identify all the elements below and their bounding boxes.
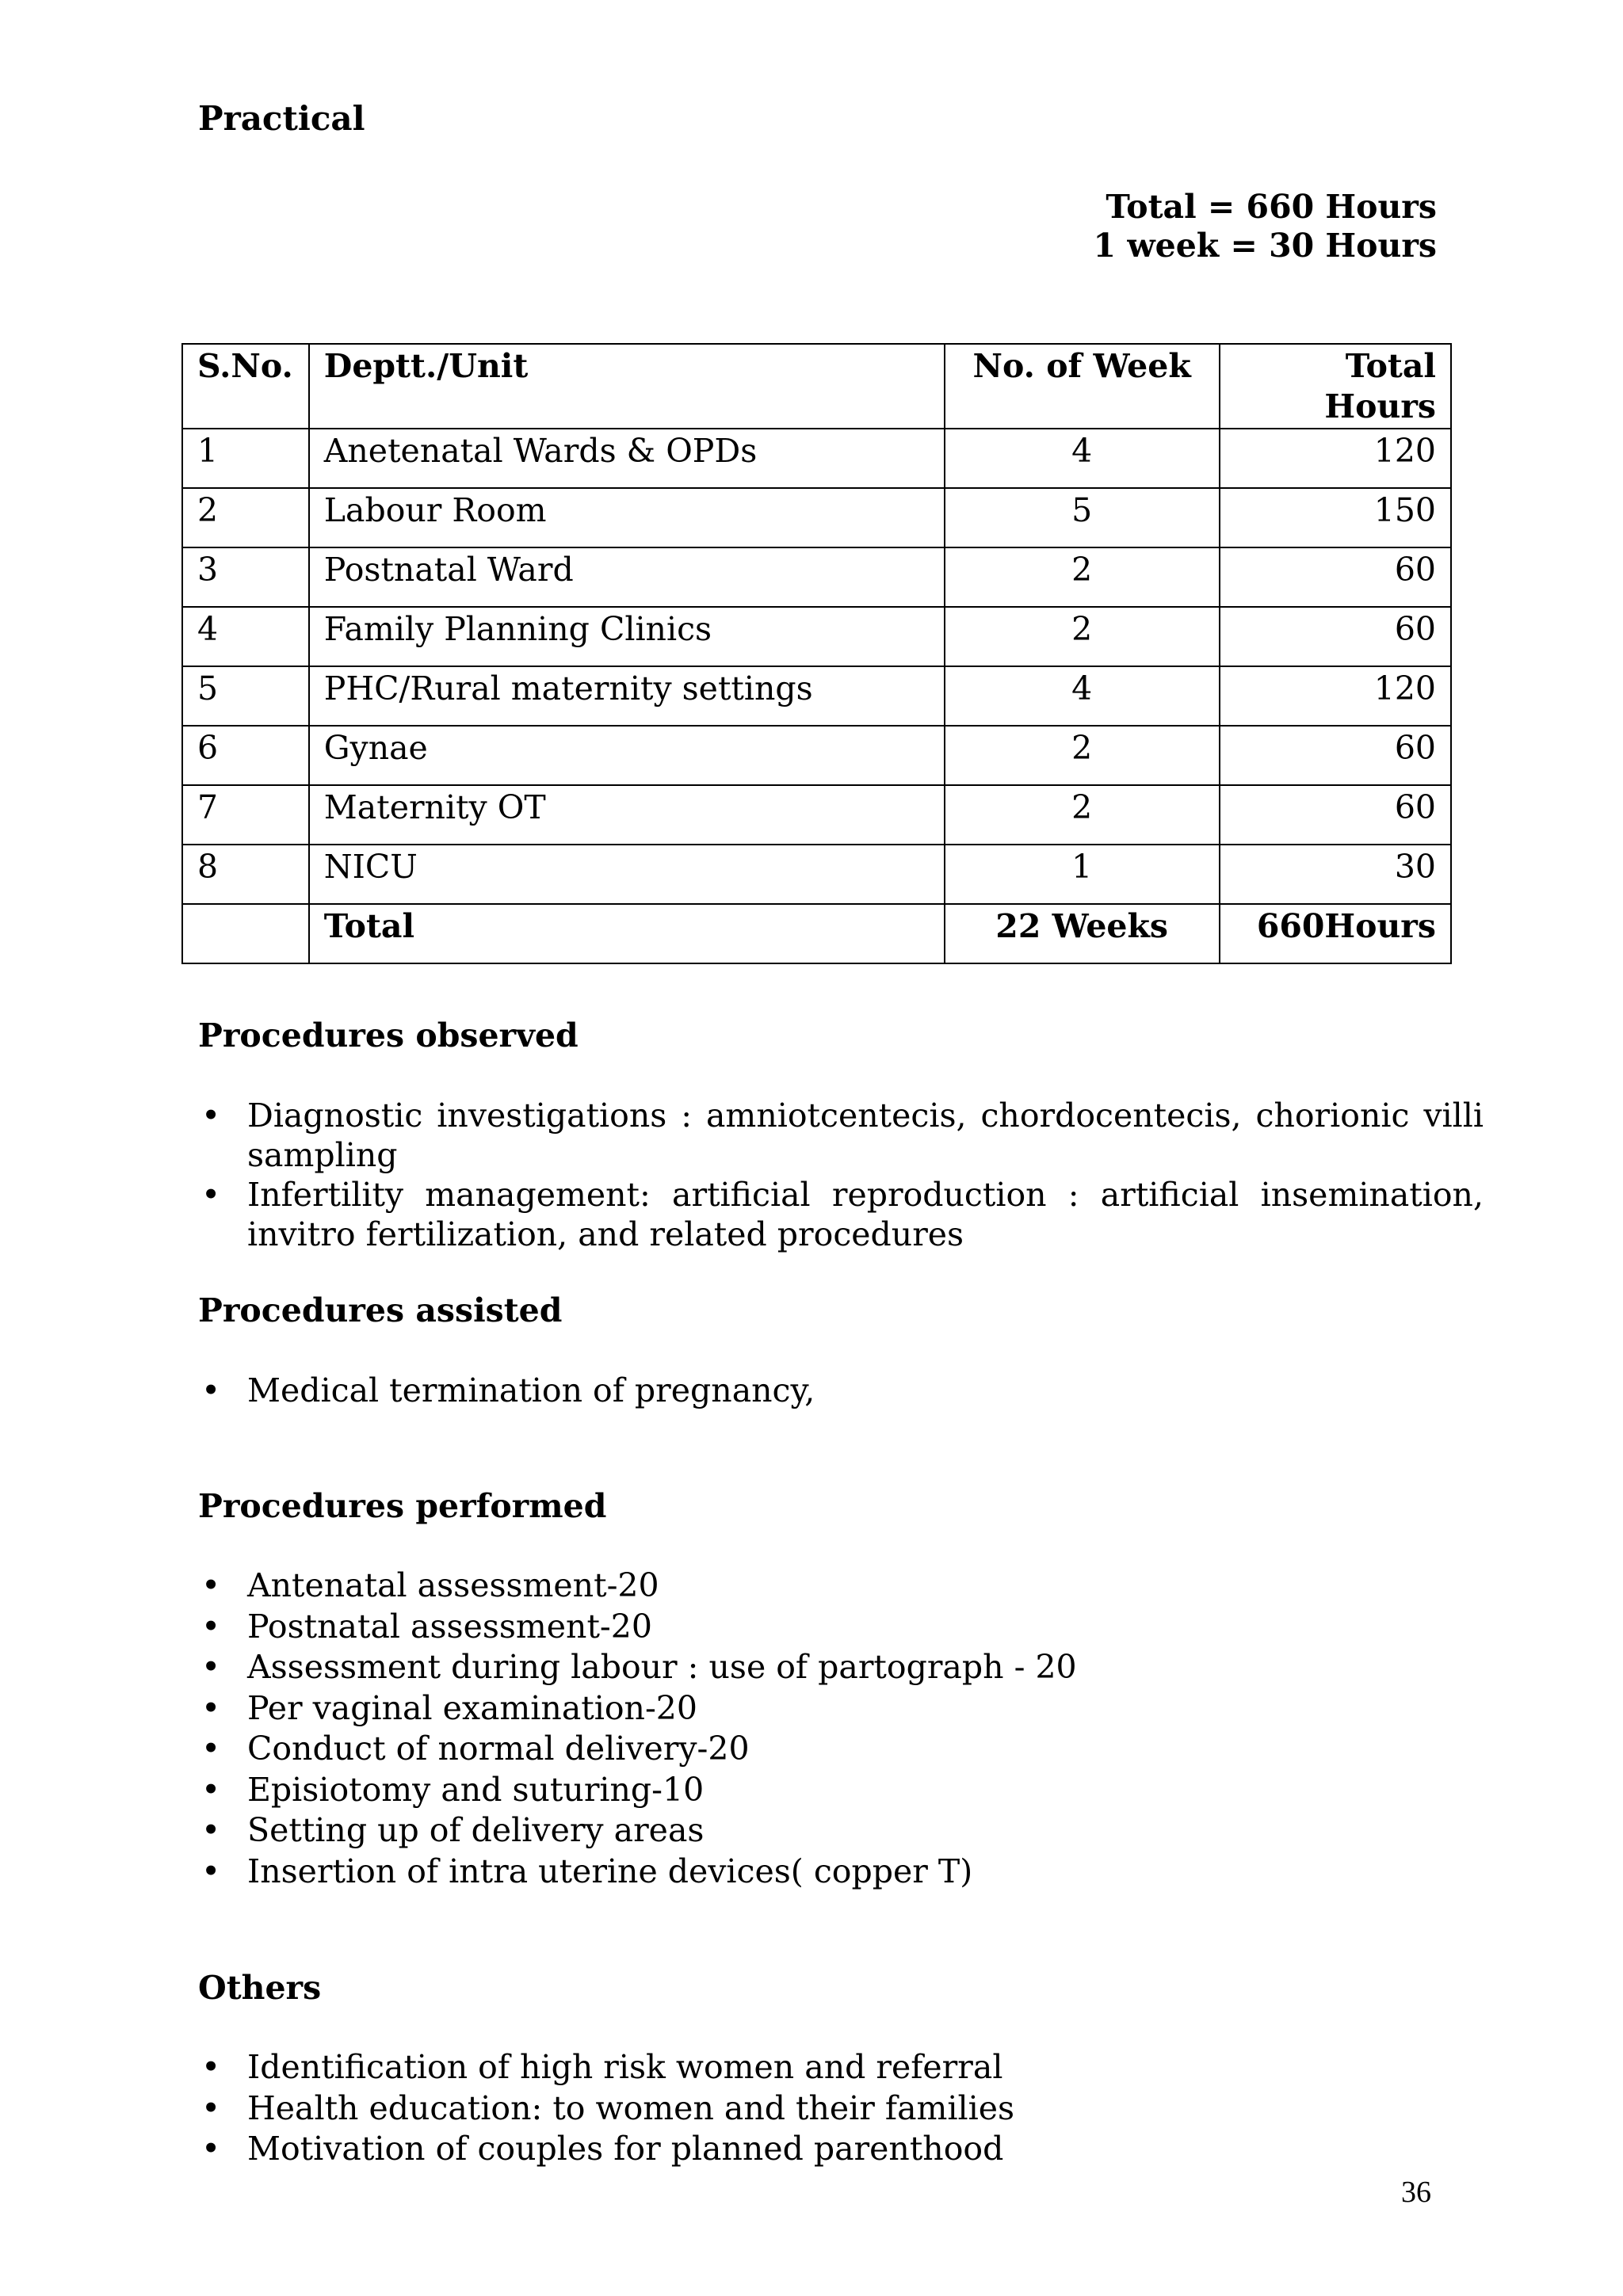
cell-sno: 6 — [182, 726, 309, 785]
bullet-icon: • — [201, 1688, 221, 1727]
table-row — [182, 666, 1451, 726]
cell-hours: 60 — [1220, 547, 1451, 607]
list-item: • Infertility management: artificial reproduction : artificial insemination, invitro fertilization, and related procedures — [201, 1176, 1484, 1253]
page-number: 36 — [1401, 2176, 1431, 2209]
bullet-icon: • — [201, 1176, 221, 1214]
cell-hours: 150 — [1220, 488, 1451, 547]
others-list — [198, 2047, 1484, 2170]
list-item: • Per vaginal examination-20 — [198, 1688, 1484, 1730]
total-weeks: 22 Weeks — [945, 904, 1220, 963]
table-row — [182, 429, 1451, 488]
section-heading-others: Others — [198, 1969, 322, 2007]
bullet-icon: • — [201, 1811, 221, 1849]
total-hours: 660Hours — [1220, 904, 1451, 963]
cell-weeks: 2 — [945, 547, 1220, 607]
cell-sno: 3 — [182, 547, 309, 607]
list-item: • Setting up of delivery areas — [198, 1810, 1484, 1852]
list-item: • Postnatal assessment-20 — [198, 1607, 1484, 1648]
cell-sno: 5 — [182, 666, 309, 726]
cell-sno: 4 — [182, 607, 309, 666]
bullet-icon: • — [201, 2088, 221, 2127]
cell-weeks: 2 — [945, 726, 1220, 785]
cell-sno: 8 — [182, 845, 309, 904]
cell-weeks: 1 — [945, 845, 1220, 904]
table-row — [182, 547, 1451, 607]
cell-unit: Maternity OT — [309, 785, 945, 845]
header-hours: Total Hours — [1220, 344, 1451, 429]
practical-hours-table — [181, 343, 1452, 964]
bullet-icon: • — [201, 1730, 221, 1768]
section-heading-assisted: Procedures assisted — [198, 1291, 563, 1329]
section-heading-performed: Procedures performed — [198, 1487, 607, 1525]
cell-hours: 30 — [1220, 845, 1451, 904]
cell-hours: 60 — [1220, 607, 1451, 666]
list-item: • Assessment during labour : use of partograph - 20 — [198, 1647, 1484, 1688]
cell-sno: 1 — [182, 429, 309, 488]
cell-unit: Postnatal Ward — [309, 547, 945, 607]
section-heading-observed: Procedures observed — [198, 1016, 579, 1055]
cell-sno: 7 — [182, 785, 309, 845]
cell-weeks: 2 — [945, 785, 1220, 845]
list-item: • Insertion of intra uterine devices( copper T) — [198, 1852, 1484, 1893]
header-weeks: No. of Week — [945, 344, 1220, 429]
table-header-row — [182, 344, 1451, 429]
bullet-icon: • — [201, 2048, 221, 2086]
bullet-icon: • — [201, 1607, 221, 1646]
header-unit: Deptt./Unit — [309, 344, 945, 429]
list-item: • Episiotomy and suturing-10 — [198, 1770, 1484, 1811]
total-label: Total — [309, 904, 945, 963]
page-title: Practical — [198, 99, 365, 138]
cell-unit: PHC/Rural maternity settings — [309, 666, 945, 726]
assisted-list — [198, 1371, 1484, 1410]
cell-hours: 60 — [1220, 785, 1451, 845]
list-item: • Diagnostic investigations : amniotcentecis, chordocentecis, chorionic villi sampling — [201, 1097, 1484, 1174]
table-row — [182, 785, 1451, 845]
total-hours-summary: Total = 660 Hours — [1106, 188, 1437, 226]
cell-hours: 120 — [1220, 429, 1451, 488]
list-item: • Motivation of couples for planned parenthood — [198, 2129, 1484, 2170]
observed-list — [198, 1096, 1484, 1254]
bullet-icon: • — [201, 1648, 221, 1686]
list-item: • Health education: to women and their families — [198, 2088, 1484, 2130]
cell-unit: Labour Room — [309, 488, 945, 547]
list-item: • Medical termination of pregnancy, — [201, 1371, 815, 1409]
cell-unit: Family Planning Clinics — [309, 607, 945, 666]
table-total-row — [182, 904, 1451, 963]
table-row — [182, 726, 1451, 785]
bullet-icon: • — [201, 1852, 221, 1890]
cell-hours: 120 — [1220, 666, 1451, 726]
list-item: • Conduct of normal delivery-20 — [198, 1729, 1484, 1770]
table-row — [182, 488, 1451, 547]
bullet-icon: • — [201, 2130, 221, 2168]
bullet-icon: • — [201, 1566, 221, 1604]
list-item: • Identification of high risk women and referral — [198, 2047, 1484, 2088]
bullet-icon: • — [201, 1097, 221, 1135]
table-row — [182, 607, 1451, 666]
cell-hours: 60 — [1220, 726, 1451, 785]
table-row — [182, 845, 1451, 904]
header-sno: S.No. — [182, 344, 309, 429]
cell-unit: Gynae — [309, 726, 945, 785]
week-hours-summary: 1 week = 30 Hours — [1093, 227, 1437, 265]
cell-weeks: 5 — [945, 488, 1220, 547]
cell-weeks: 2 — [945, 607, 1220, 666]
performed-list — [198, 1566, 1484, 1892]
bullet-icon: • — [201, 1371, 221, 1409]
cell-weeks: 4 — [945, 666, 1220, 726]
cell-weeks: 4 — [945, 429, 1220, 488]
cell-sno: 2 — [182, 488, 309, 547]
cell-unit: Anetenatal Wards & OPDs — [309, 429, 945, 488]
cell-sno — [182, 904, 309, 963]
bullet-icon: • — [201, 1770, 221, 1809]
list-item: • Antenatal assessment-20 — [198, 1566, 1484, 1607]
cell-unit: NICU — [309, 845, 945, 904]
